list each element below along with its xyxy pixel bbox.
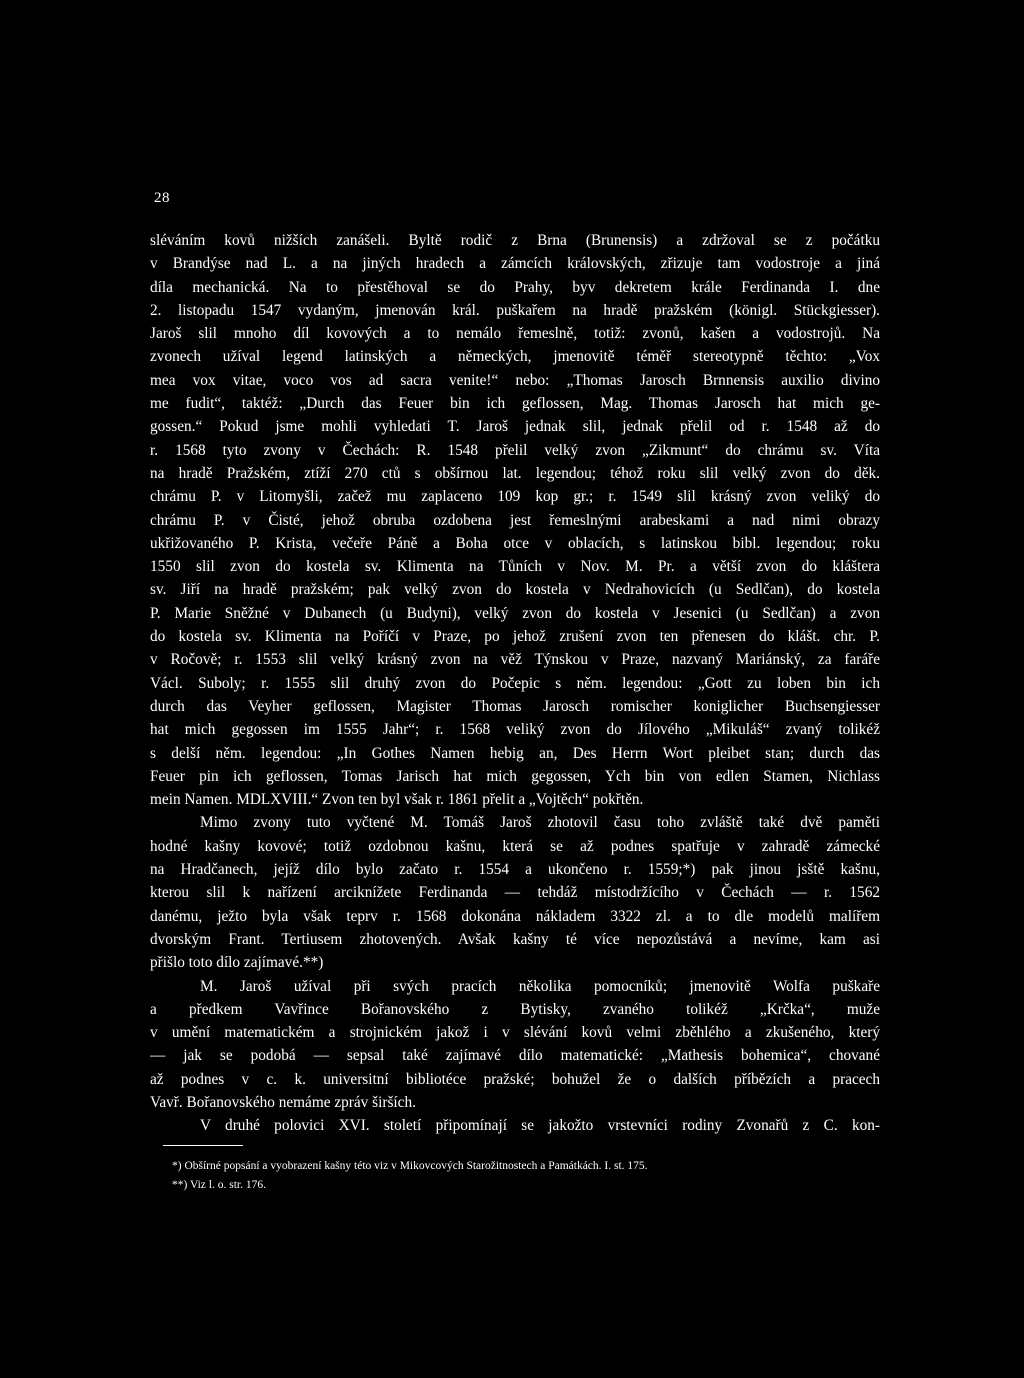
text-line: Vavř. Bořanovského nemáme zpráv širších. xyxy=(150,1093,416,1111)
text-line: v Brandýse nad L. a na jiných hradech a zámcích královských, zřizuje tam vodostroje a jiná xyxy=(150,255,880,273)
text-line: M. Jaroš užíval při svých pracích několika pomocníků; jmenovitě Wolfa puškaře xyxy=(200,977,880,995)
text-line: zvonech užíval legend latinských a německých, jmenovitě téměř stereotypně těchto: „Vox xyxy=(150,348,880,366)
text-line: až podnes v c. k. universitní bibliotéce pražské; bohužel že o dalších příbězích a pracech xyxy=(150,1070,880,1088)
text-line: díla mechanická. Na to přestěhoval se do Prahy, byv dekretem krále Ferdinanda I. dne xyxy=(150,278,880,296)
text-line: Václ. Suboly; r. 1555 slil druhý zvon do Počepic s něm. legendou: „Gott zu loben bin ich xyxy=(150,674,880,692)
footnote-divider xyxy=(163,1145,243,1146)
text-line: a předkem Vavřince Bořanovského z Bytisky, zvaného tolikéž „Krčka“, muže xyxy=(150,1000,880,1018)
text-line: hat mich gegossen im 1555 Jahr“; r. 1568 veliký zvon do Jílového „Mikuláš“ zvaný tolikéž xyxy=(150,721,880,739)
text-line: v umění matematickém a strojnickém jakož i v slévání kovů velmi zběhlého a zkušeného, který xyxy=(150,1024,880,1042)
text-line: me fudit“, taktéž: „Durch das Feuer bin ich geflossen, Mag. Thomas Jarosch hat mich ge- xyxy=(150,395,880,413)
text-line: r. 1568 tyto zvony v Čechách: R. 1548 přelil velký zvon „Zikmunt“ do chrámu sv. Víta xyxy=(150,441,880,459)
text-line: do kostela sv. Klimenta na Poříčí v Praze, po jehož zrušení zvon ten přenesen do klášt. chr. P. xyxy=(150,628,880,646)
text-line: chrámu P. v Litomyšli, začež mu zaplaceno 109 kop gr.; r. 1549 slil krásný zvon veliký do xyxy=(150,488,880,506)
text-line: Jaroš slil mnoho díl kovových a to nemálo řemeslně, totiž: zvonů, kašen a vodostrojů. Na xyxy=(150,325,880,343)
text-line: na Hradčanech, jejíž dílo bylo začato r. 1554 a ukončeno r. 1559;*) pak jinou jsště kašnu, xyxy=(150,861,880,879)
page-number: 28 xyxy=(154,190,170,206)
text-line: Feuer pin ich geflossen, Tomas Jarisch hat mich gegossen, Ych bin von edlen Stamen, Nichlass xyxy=(150,767,880,785)
text-line: dvorským Frant. Tertiusem zhotovených. Avšak kašny té více nepozůstává a nevíme, kam asi xyxy=(150,930,880,948)
text-line: přišlo toto dílo zajímavé.**) xyxy=(150,954,324,972)
text-line: 2. listopadu 1547 vydaným, jmenován král. puškařem na hradě pražském (königl. Stückgiesser). xyxy=(150,301,880,319)
text-line: danému, ježto byla však teprv r. 1568 dokonána nákladem 3322 zl. a to dle modelů malířem xyxy=(150,907,880,925)
text-line: na hradě Pražském, ztíží 270 ctů s obšírnou lat. legendou; téhož roku slil velký zvon do děk. xyxy=(150,464,880,482)
text-line: chrámu P. v Čisté, jehož obruba ozdobena jest řemeslnými arabeskami a nad nimi obrazy xyxy=(150,511,880,529)
text-line: kterou slil k nařízení arciknížete Ferdinanda — tehdáž místodržícího v Čechách — r. 1562 xyxy=(150,884,880,902)
footnote: *) Obšírné popsání a vyobrazení kašny této viz v Mikovcových Starožitnostech a Památkách. I. st. 175. xyxy=(172,1160,648,1172)
text-line: s delší něm. legendou: „In Gothes Namen hebig an, Des Herrn Wort pleibet stan; durch das xyxy=(150,744,880,762)
text-line: 1550 slil zvon do kostela sv. Klimenta na Tůních v Nov. M. Pr. a větší zvon do kláštera xyxy=(150,558,880,576)
footnotes xyxy=(172,1157,892,1195)
text-line: mein Namen. MDLXVIII.“ Zvon ten byl však r. 1861 přelit a „Vojtěch“ pokřtěn. xyxy=(150,791,644,809)
body-text xyxy=(150,229,880,1138)
footnote: **) Viz l. o. str. 176. xyxy=(172,1179,266,1191)
text-line: ukřižovaného P. Krista, večeře Páně a Boha otce v oblacích, s latinskou bibl. legendou; roku xyxy=(150,534,880,552)
text-line: sv. Jiří na hradě pražském; pak velký zvon do kostela v Nedrahovicích (u Sedlčan), do kostela xyxy=(150,581,880,599)
text-line: P. Marie Sněžné v Dubanech (u Budyni), velký zvon do kostela v Jesenici (u Sedlčan) a zvon xyxy=(150,604,880,622)
text-line: V druhé polovici XVI. století připomínají se jakožto vrstevníci rodiny Zvonařů z C. kon- xyxy=(200,1117,880,1135)
text-line: gossen.“ Pokud jsme mohli vyhledati T. Jaroš jednak slil, jednak přelil od r. 1548 až do xyxy=(150,418,880,436)
text-line: v Ročově; r. 1553 slil velký krásný zvon na věž Týnskou v Praze, nazvaný Mariánský, za faráře xyxy=(150,651,880,669)
text-line: durch das Veyher geflossen, Magister Thomas Jarosch romischer koniglicher Buchsengiesser xyxy=(150,697,880,715)
text-line: hodné kašny kovové; totiž ozdobnou kašnu, která se až podnes spatřuje v zahradě zámecké xyxy=(150,837,880,855)
text-line: mea vox vitae, voco vos ad sacra venite!“ nebo: „Thomas Jarosch Brnnensis auxilio divino xyxy=(150,371,880,389)
text-line: Mimo zvony tuto vyčtené M. Tomáš Jaroš zhotovil času toho zvláště také dvě paměti xyxy=(200,814,880,832)
text-line: — jak se podobá — sepsal také zajímavé dílo matematické: „Mathesis bohemica“, chované xyxy=(150,1047,880,1065)
text-line: sléváním kovů nižších zanášeli. Byltě rodič z Brna (Brunensis) a zdržoval se z počátku xyxy=(150,232,880,249)
